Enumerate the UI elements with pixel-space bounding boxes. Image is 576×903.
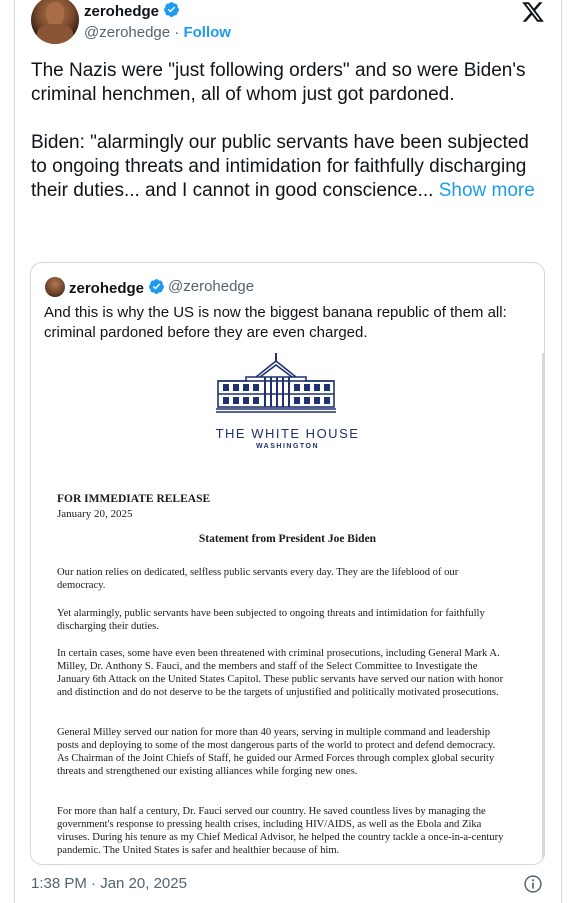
avatar-body — [37, 24, 73, 44]
release-date: January 20, 2025 — [57, 508, 133, 520]
release-label: FOR IMMEDIATE RELEASE — [57, 493, 211, 505]
show-more-link[interactable]: Show more — [438, 180, 535, 201]
author-name-text[interactable]: zerohedge — [84, 3, 160, 20]
quoted-author-name — [69, 278, 165, 297]
handle-separator: · — [170, 24, 184, 41]
white-house-logo-icon — [216, 353, 336, 415]
tweet-body: The Nazis were "just following orders" and so were Biden's criminal henchmen, all of whom just got pardoned. Biden: "alarmingly our public servants have been subjected to ongoing threats and intimidation for faithfully discharging their duties... and I cannot in good conscience... — [31, 60, 529, 201]
quoted-tweet-text: And this is why the US is now the biggest banana republic of them all: criminal pardoned before they are even charged. — [44, 304, 507, 341]
author-avatar[interactable] — [31, 0, 79, 44]
statement-paragraph: For more than half a century, Dr. Fauci served our country. He saved countless lives by managing the government's response to pressing health crises, including HIV/AIDS, as well as the Ebola and Zika viruses. During his tenure as my Chief Medical Advisor, he helped the country tackle a once-in-a-century pandemic. The United States is safer and healthier because of him. — [57, 806, 504, 856]
verified-badge-icon — [163, 1, 180, 18]
statement-paragraph: General Milley served our nation for more than 40 years, serving in multiple command and leadership posts and deploying to some of the most dangerous parts of the world to protect and defend democracy. As Chairman of the Joint Chiefs of Staff, he guided our Armed Forces through complex global security threats and strengthened our existing alliances while forging new ones. — [57, 727, 496, 777]
statement-paragraph: Our nation relies on dedicated, selfless public servants every day. They are the lifeblood of our democracy. — [57, 567, 459, 591]
quoted-author-name-text: zerohedge — [69, 280, 145, 297]
tweet-text — [31, 59, 541, 203]
author-handle-row — [84, 24, 231, 41]
x-logo-icon[interactable] — [520, 0, 546, 24]
tweet-timestamp[interactable]: 1:38 PM · Jan 20, 2025 — [31, 875, 187, 892]
info-icon[interactable] — [523, 874, 543, 894]
statement-title: Statement from President Joe Biden — [198, 533, 377, 545]
quoted-tweet[interactable] — [30, 262, 545, 865]
quoted-author-handle: @zerohedge — [168, 278, 255, 295]
author-handle[interactable]: @zerohedge — [84, 24, 171, 41]
statement-paragraph: In certain cases, some have even been threatened with criminal prosecutions, including General Mark A. Milley, Dr. Anthony S. Fauci, and the members and staff of the Select Committee to Investigate the January 6th Attack on the United States Capitol. These public servants have served our nation with honor and distinction and do not deserve to be the targets of unjustified and politically motivated prosecutions. — [57, 648, 504, 698]
quoted-author-avatar — [45, 277, 65, 297]
statement-image[interactable] — [31, 353, 544, 865]
author-name[interactable] — [84, 1, 180, 20]
white-house-title: THE WHITE HOUSE — [215, 426, 360, 441]
statement-paragraph: Yet alarmingly, public servants have been subjected to ongoing threats and intimidation for faithfully discharging their duties. — [57, 608, 485, 632]
verified-badge-icon — [148, 278, 165, 295]
avatar-face — [46, 2, 64, 26]
white-house-subtitle: WASHINGTON — [255, 443, 320, 450]
follow-button[interactable]: Follow — [183, 24, 231, 41]
